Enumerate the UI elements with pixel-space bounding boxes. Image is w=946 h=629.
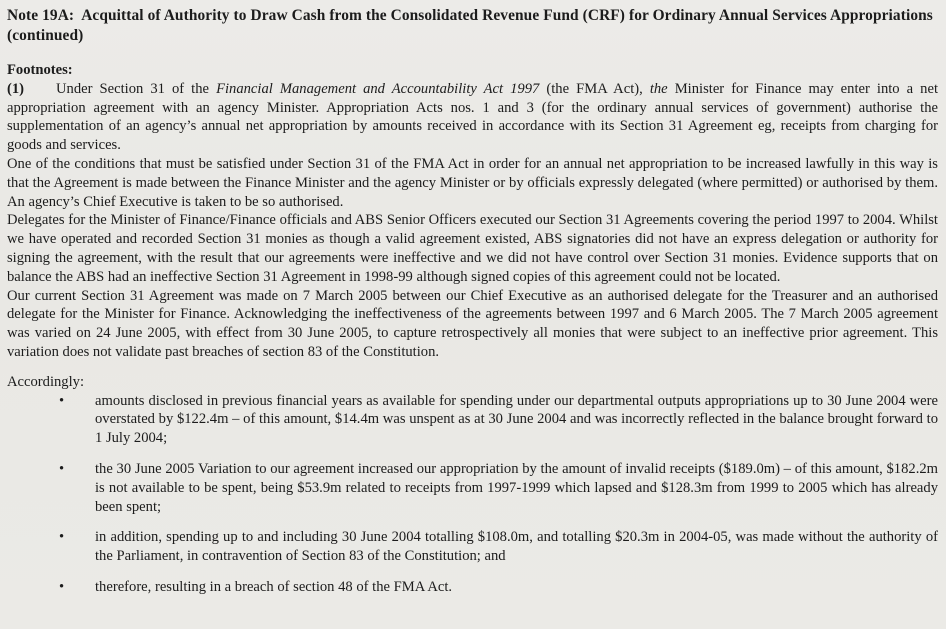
footnotes-heading: Footnotes: <box>7 62 73 78</box>
findings-bullet-list <box>7 392 938 597</box>
paragraph-delegates: Delegates for the Minister of Finance/Finance officials and ABS Senior Officers executed our Section 31 Agreements covering the period 1997 to 2004. Whilst we have operated and recorded Section 31 monies as though a valid agreement existed, ABS signatories did not have an express delegation or authority for signing the agreement, with the result that our agreements were ineffective and we did not have control over Section 31 monies. Evidence supports that on balance the ABS had an ineffective Section 31 Agreement in 1998-99 although signed copies of this agreement could not be located. <box>7 212 938 285</box>
bullet-text-breach: therefore, resulting in a breach of section 48 of the FMA Act. <box>95 578 453 595</box>
paragraph-conditions: One of the conditions that must be satisfied under Section 31 of the FMA Act in order for an annual net appropriation to be increased lawfully in this way is that the Agreement is made between the Finance Minister and the agency Minister or by officials expressly delegated (where permitted) or authorised by them. An agency’s Chief Executive is taken to be so authorised. <box>7 155 938 210</box>
bullet-icon: • <box>59 578 65 595</box>
list-item <box>7 578 938 597</box>
note-title: Note 19A: Acquittal of Authority to Draw Cash from the Consolidated Revenue Fund (CRF) for Ordinary Annual Services Appropriations (continued) <box>7 7 933 44</box>
bullet-icon: • <box>59 529 65 546</box>
bullet-text-overstated: amounts disclosed in previous financial years as available for spending under our departmental outputs appropriations up to 30 June 2004 were overstated by $122.4m – of this amount, $14.4m was unspent as at 30 June 2004 and was incorrectly reflected in the balance brought forward to 1 July 2004; <box>95 392 938 447</box>
footnote-number: (1) <box>7 80 25 97</box>
footnote-1-text: Under Section 31 of the Financial Management and Accountability Act 1997 (the FMA Act), the Minister for Finance may enter into a net appropriation agreement with an agency Minister. Appropriation Acts nos. 1 and 3 (for the ordinary annual services of government) authorise the supplementation of an agency’s annual net appropriation by amounts received in accordance with its Section 31 Agreement eg, receipts from charging for goods and services. <box>7 80 938 154</box>
list-item <box>7 392 938 448</box>
bullet-icon: • <box>59 460 65 477</box>
list-item <box>7 528 938 566</box>
paragraph-current-agreement: Our current Section 31 Agreement was made on 7 March 2005 between our Chief Executive as an authorised delegate for the Treasurer and an authorised delegate for the Minister for Finance. Acknowledging the ineffectiveness of the agreements between 1997 and 6 March 2005. The 7 March 2005 agreement was varied on 24 June 2005, with effect from 30 June 2005, to capture retrospectively all monies that were subject to an ineffective prior agreement. This variation does not validate past breaches of section 83 of the Constitution. <box>7 287 938 360</box>
bullet-icon: • <box>59 392 65 409</box>
bullet-text-spending: in addition, spending up to and including 30 June 2004 totalling $108.0m, and totalling $20.3m in 2004-05, was made without the authority of the Parliament, in contravention of Section 83 of the Constitution; and <box>95 529 938 565</box>
bullet-text-variation: the 30 June 2005 Variation to our agreement increased our appropriation by the amount of invalid receipts ($189.0m) – of this amount, $182.2m is not available to be spent, being $53.9m related to receipts from 1997-1999 which lapsed and $128.3m from 1999 to 2005 which has already been spent; <box>95 460 938 515</box>
footnote-1-paragraph <box>7 80 938 155</box>
accordingly-label: Accordingly: <box>7 373 85 390</box>
list-item <box>7 460 938 516</box>
